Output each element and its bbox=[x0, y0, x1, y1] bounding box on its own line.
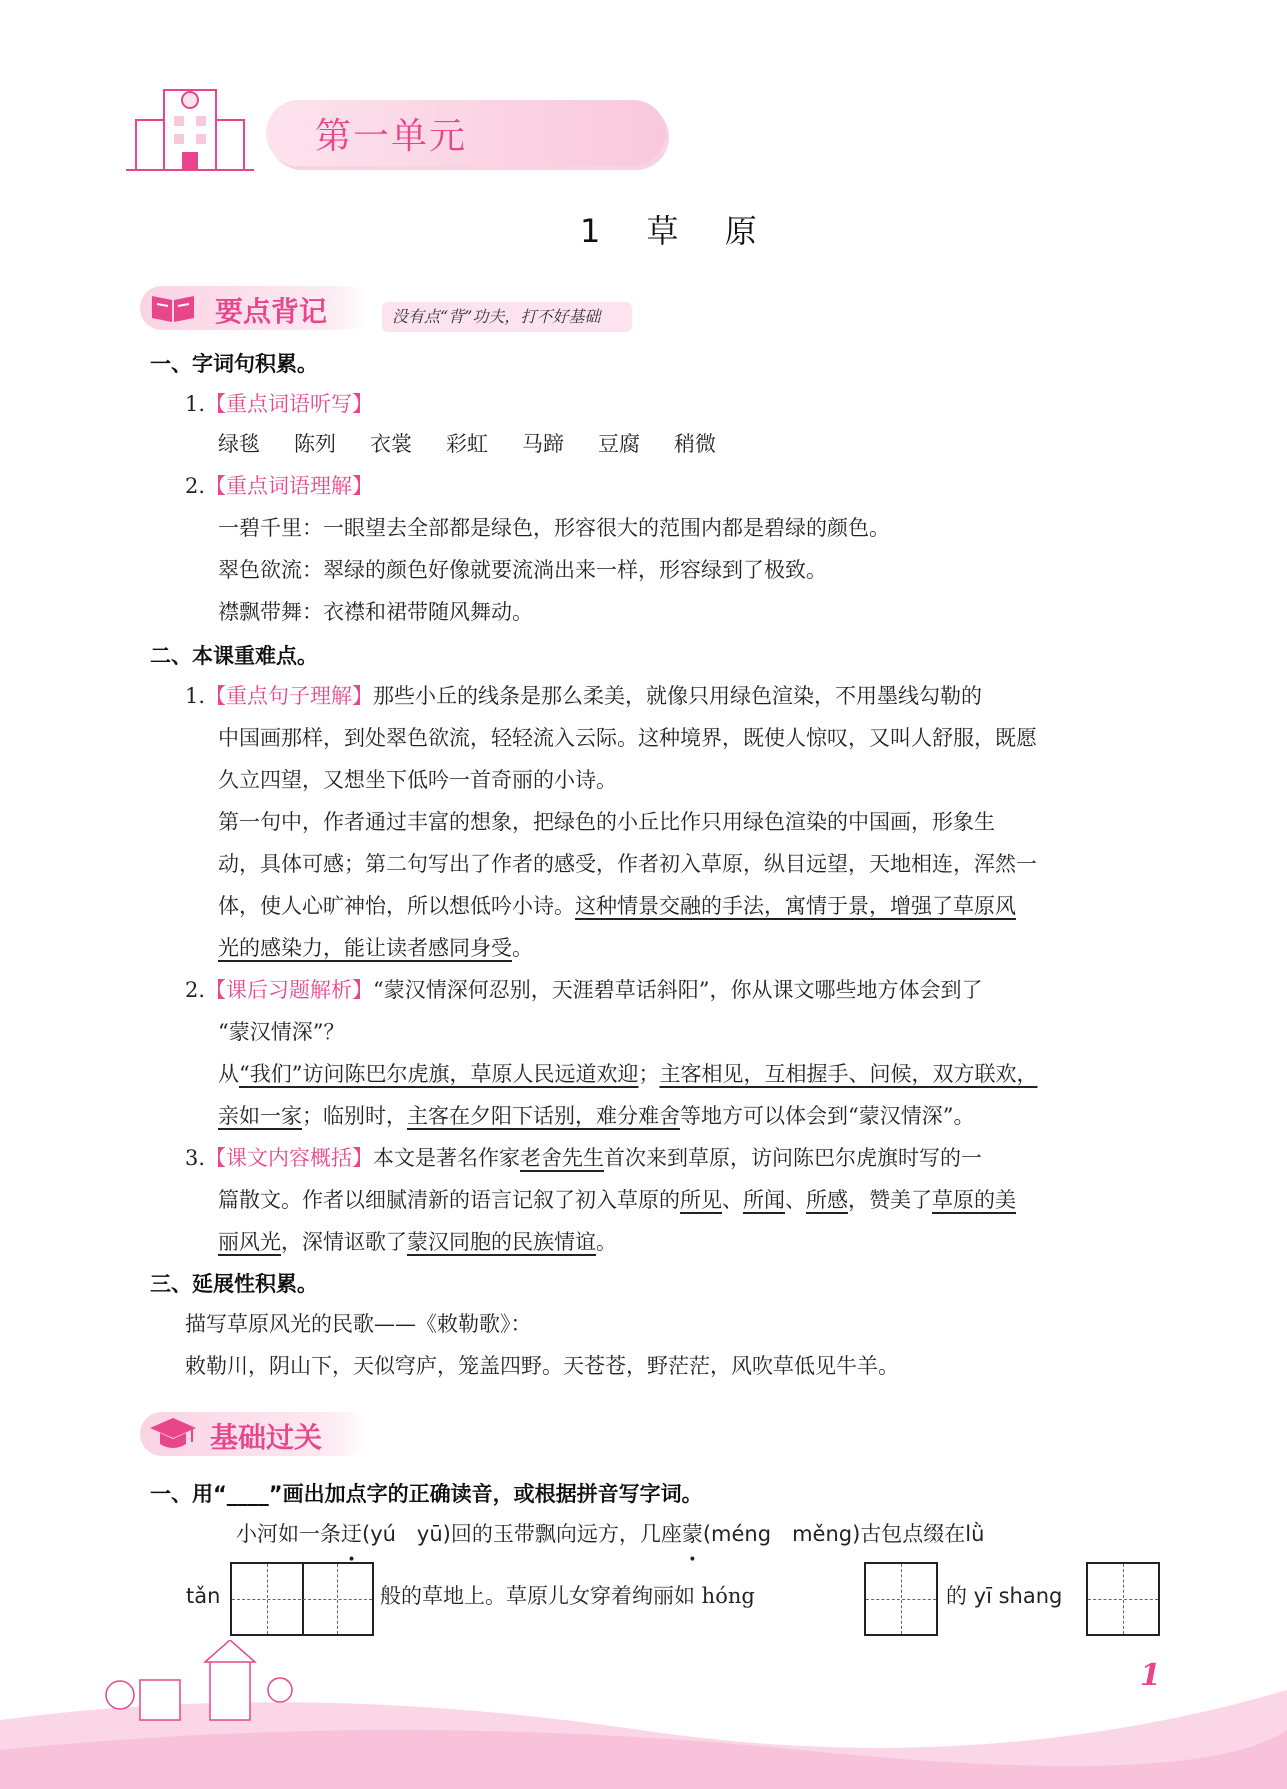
answer-text bbox=[218, 1058, 1037, 1090]
word: 彩虹 bbox=[446, 432, 488, 456]
item-tag: 【重点词语理解】 bbox=[205, 474, 374, 498]
answer-span: ；临别时， bbox=[302, 1104, 407, 1128]
summary-span: 首次来到草原，访问陈巴尔虎旗时写的一 bbox=[604, 1146, 983, 1170]
pinyin-choice[interactable]: (yú yū)回的玉带飘向远方，几座 bbox=[362, 1522, 682, 1546]
sentence-text: 中国画那样，到处翠色欲流，轻轻流入云际。这种境界，既使人惊叹，又叫人舒服，既愿 bbox=[218, 726, 1037, 750]
summary-span: ，赞美了 bbox=[848, 1188, 932, 1212]
section-title-basics: 基础过关 bbox=[210, 1421, 323, 1454]
answer-box-ludan[interactable] bbox=[230, 1562, 374, 1636]
sentence-text: 久立四望，又想坐下低吟一首奇丽的小诗。 bbox=[218, 768, 617, 792]
lesson-title: 1 草 原 bbox=[580, 212, 775, 250]
part1-heading: 一、字词句积累。 bbox=[150, 352, 318, 376]
folk-song-text: 敕勒川，阴山下，天似穹庐，笼盖四野。天苍苍，野茫茫，风吹草低见牛羊。 bbox=[185, 1354, 899, 1378]
exercise-text: 般的草地上。草原儿女穿着绚丽如 hóng bbox=[380, 1584, 755, 1608]
pinyin-choice[interactable]: (méng měng)古包点缀在lǜ bbox=[702, 1522, 985, 1546]
item-tag: 【课文内容概括】 bbox=[205, 1146, 374, 1170]
analysis-text bbox=[218, 932, 533, 964]
summary-span: ，深情讴歌了 bbox=[281, 1230, 407, 1254]
analysis-span: 。 bbox=[512, 936, 533, 960]
word: 衣裳 bbox=[370, 432, 412, 456]
word: 马蹄 bbox=[522, 432, 564, 456]
underlined-answer: 光的感染力，能让读者感同身受 bbox=[218, 936, 512, 960]
underlined-answer: 老舍先生 bbox=[520, 1146, 605, 1170]
part3-heading: 三、延展性积累。 bbox=[150, 1272, 318, 1296]
underlined-answer: 所见 bbox=[680, 1188, 722, 1212]
part1-item1-line bbox=[185, 388, 373, 420]
footer-decoration bbox=[0, 1640, 1287, 1789]
item-tag: 【重点句子理解】 bbox=[205, 684, 374, 708]
item-number: 3. bbox=[185, 1146, 206, 1170]
item-tag: 【课后习题解析】 bbox=[205, 978, 374, 1002]
section-slogan: 没有点“背”功夫，打不好基础 bbox=[382, 302, 632, 332]
underlined-answer: 草原的美 bbox=[932, 1188, 1016, 1212]
underlined-answer: 丽风光 bbox=[218, 1230, 281, 1254]
school-building-icon bbox=[126, 70, 256, 182]
summary-span: 。 bbox=[596, 1230, 617, 1254]
summary-span: 篇散文。作者以细腻清新的语言记叙了初入草原的 bbox=[218, 1188, 680, 1212]
summary-span: 、 bbox=[722, 1188, 743, 1212]
summary-span: 、 bbox=[785, 1188, 806, 1212]
analysis-span: 体，使人心旷神怡，所以想低吟小诗。 bbox=[218, 894, 575, 918]
item-number: 1. bbox=[185, 684, 206, 708]
underlined-answer: 所闻 bbox=[743, 1188, 785, 1212]
summary-text bbox=[218, 1226, 617, 1258]
answer-span: 从 bbox=[218, 1062, 239, 1086]
dictation-words bbox=[218, 428, 716, 460]
sentence-text: 那些小丘的线条是那么柔美，就像只用绿色渲染，不用墨线勾勒的 bbox=[373, 684, 983, 708]
exercise1-heading: 一、用“____”画出加点字的正确读音，或根据拼音写字词。 bbox=[150, 1482, 703, 1506]
analysis-text bbox=[218, 890, 1016, 922]
folk-song-intro: 描写草原风光的民歌——《敕勒歌》： bbox=[185, 1312, 532, 1336]
item-number: 2. bbox=[185, 474, 206, 498]
underlined-answer: 这种情景交融的手法，寓情于景，增强了草原风 bbox=[575, 894, 1016, 918]
pinyin-prompt: tǎn bbox=[186, 1584, 221, 1608]
answer-span: 等地方可以体会到“蒙汉情深”。 bbox=[680, 1104, 975, 1128]
page-number: 1 bbox=[1140, 1658, 1161, 1693]
underlined-answer: 主客在夕阳下话别，难分难舍 bbox=[407, 1104, 680, 1128]
graduation-cap-icon bbox=[148, 1414, 198, 1454]
underlined-answer: 蒙汉同胞的民族情谊 bbox=[407, 1230, 596, 1254]
underlined-answer: 主客相见，互相握手、问候，双方联欢， bbox=[659, 1062, 1038, 1086]
summary-span: 本文是著名作家 bbox=[373, 1146, 521, 1170]
item-tag: 【重点词语听写】 bbox=[205, 392, 374, 416]
open-book-icon bbox=[148, 290, 198, 326]
exercise-text: 小河如一条 bbox=[236, 1522, 341, 1546]
unit-title: 第一单元 bbox=[315, 116, 468, 157]
exercise1-line1 bbox=[236, 1518, 984, 1550]
definition-line: 一碧千里：一眼望去全部都是绿色，形容很大的范围内都是碧绿的颜色。 bbox=[218, 516, 890, 540]
dotted-char: 蒙 bbox=[681, 1522, 703, 1546]
question-text: “蒙汉情深何忍别，天涯碧草话斜阳”，你从课文哪些地方体会到了 bbox=[373, 978, 983, 1002]
answer-span: ； bbox=[638, 1062, 660, 1086]
word: 豆腐 bbox=[598, 432, 640, 456]
part2-item3-line1 bbox=[185, 1142, 982, 1174]
item-number: 2. bbox=[185, 978, 206, 1002]
underlined-answer: 亲如一家 bbox=[218, 1104, 302, 1128]
definition-line: 翠色欲流：翠绿的颜色好像就要流淌出来一样，形容绿到了极致。 bbox=[218, 558, 827, 582]
dotted-char: 迂 bbox=[341, 1522, 362, 1546]
answer-box-hong[interactable] bbox=[864, 1562, 938, 1636]
answer-box-yishang[interactable] bbox=[1086, 1562, 1160, 1636]
summary-text bbox=[218, 1184, 1016, 1216]
part2-item1-line1 bbox=[185, 680, 982, 712]
section-title-keypoints: 要点背记 bbox=[215, 295, 328, 328]
analysis-text: 动，具体可感；第二句写出了作者的感受，作者初入草原，纵目远望，天地相连，浑然一 bbox=[218, 852, 1037, 876]
item-number: 1. bbox=[185, 392, 206, 416]
answer-text bbox=[218, 1100, 974, 1132]
word: 稍微 bbox=[674, 432, 716, 456]
analysis-text: 第一句中，作者通过丰富的想象，把绿色的小丘比作只用绿色渲染的中国画，形象生 bbox=[218, 810, 995, 834]
underlined-answer: “我们”访问陈巴尔虎旗，草原人民远道欢迎 bbox=[239, 1062, 639, 1086]
underlined-answer: 所感 bbox=[806, 1188, 848, 1212]
part2-heading: 二、本课重难点。 bbox=[150, 644, 318, 668]
definition-line: 襟飘带舞：衣襟和裙带随风舞动。 bbox=[218, 600, 533, 624]
pinyin-prompt: 的 yī shang bbox=[946, 1584, 1063, 1608]
question-text: “蒙汉情深”？ bbox=[218, 1020, 345, 1044]
part1-item2-line bbox=[185, 470, 373, 502]
part2-item2-line1 bbox=[185, 974, 983, 1006]
word: 陈列 bbox=[294, 432, 336, 456]
word: 绿毯 bbox=[218, 432, 260, 456]
